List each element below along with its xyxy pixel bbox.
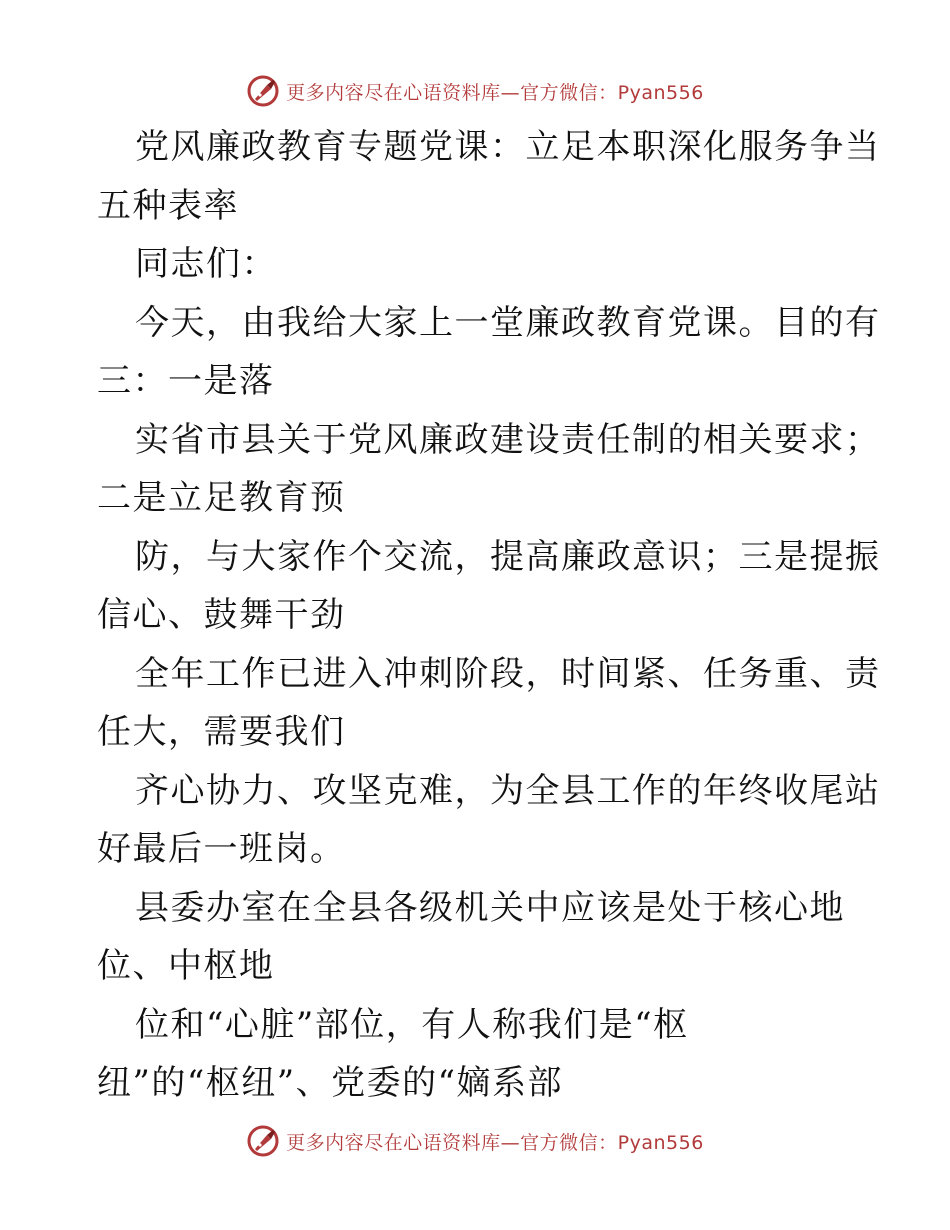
text-line: 同志们： — [135, 244, 277, 284]
text-line: 信心、鼓舞干劲 — [97, 595, 346, 635]
footer-watermark — [0, 1121, 950, 1161]
text-line: 县委办室在全县各级机关中应该是处于核心地 — [135, 887, 845, 928]
text-line: 全年工作已进入冲刺阶段，时间紧、任务重、责 — [135, 653, 881, 694]
text-line: 党风廉政教育专题党课：立足本职深化服务争当 — [135, 127, 881, 167]
text-line: 二是立足教育预 — [97, 478, 346, 518]
pen-nib-logo-icon — [246, 1124, 280, 1158]
header-watermark — [0, 71, 950, 111]
text-line: 实省市县关于党风廉政建设责任制的相关要求； — [135, 419, 881, 460]
text-line: 好最后一班岗。 — [97, 829, 346, 869]
text-line: 今天，由我给大家上一堂廉政教育党课。目的有 — [135, 302, 881, 343]
text-line: 五种表率 — [97, 185, 239, 226]
pen-nib-logo-icon — [246, 74, 280, 108]
text-line: 任大，需要我们 — [97, 712, 346, 752]
text-line: 防，与大家作个交流，提高廉政意识；三是提振 — [135, 536, 881, 577]
document-body — [97, 118, 881, 1113]
footer-watermark-text: 更多内容尽在心语资料库—官方微信：Pyan556 — [286, 1131, 704, 1154]
text-line: 三：一是落 — [97, 361, 275, 401]
text-line: 纽”的“枢纽”、党委的“嫡系部 — [97, 1063, 564, 1103]
header-watermark-text: 更多内容尽在心语资料库—官方微信：Pyan556 — [286, 81, 704, 104]
text-line: 齐心协力、攻坚克难，为全县工作的年终收尾站 — [135, 770, 881, 811]
text-line: 位和“心脏”部位，有人称我们是“枢 — [135, 1004, 689, 1045]
text-line: 位、中枢地 — [97, 946, 275, 986]
